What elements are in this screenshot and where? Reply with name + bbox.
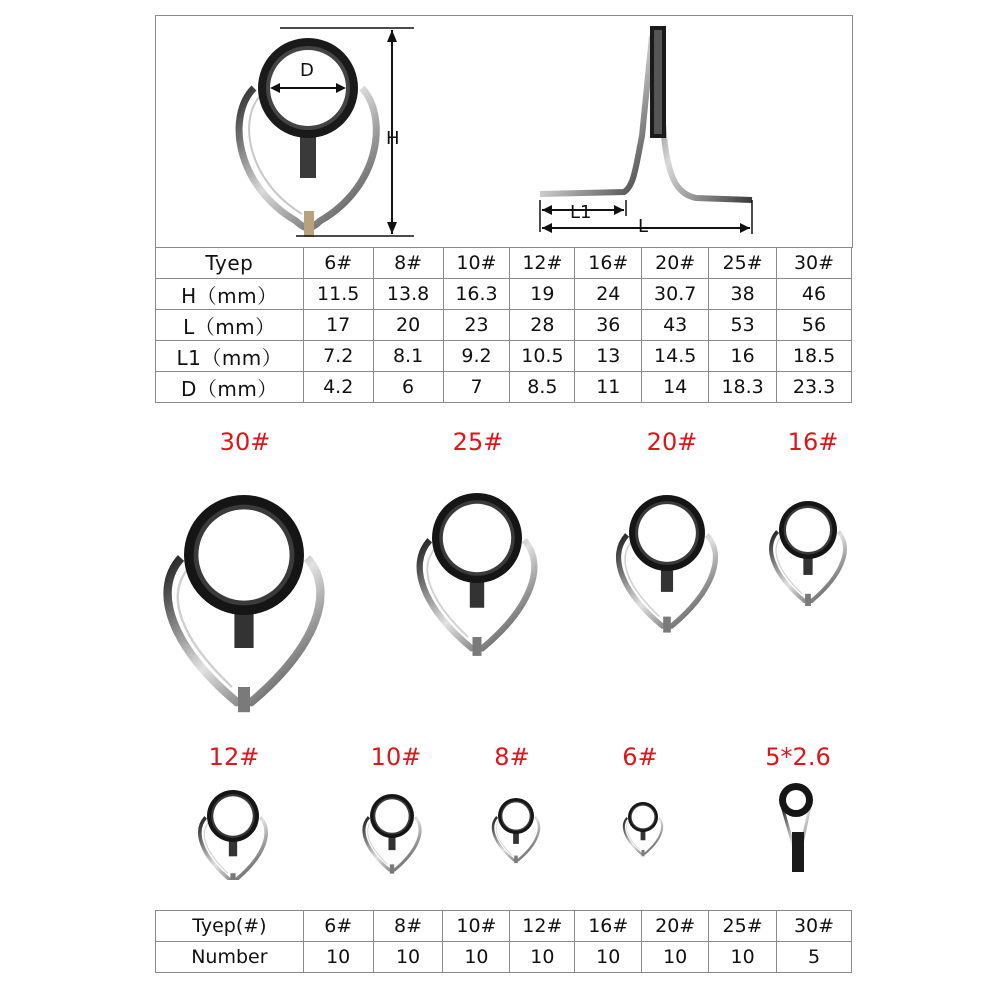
spec-table	[155, 247, 852, 403]
guide-ring-6	[624, 802, 662, 856]
spec-value-cell: 13.8	[373, 279, 443, 310]
count-header-row	[156, 911, 852, 942]
spec-value-cell: 11	[575, 372, 642, 403]
guide-ring-25	[420, 493, 535, 656]
guide-label-8: 8#	[494, 743, 530, 771]
label-d: D	[300, 60, 314, 81]
dimension-diagram	[155, 15, 853, 248]
spec-type-cell: 8#	[373, 248, 443, 279]
spec-header-row	[156, 248, 852, 279]
spec-value-cell: 19	[510, 279, 575, 310]
spec-value-cell: 14	[642, 372, 709, 403]
spec-row-l1	[156, 341, 852, 372]
count-value-cell: 10	[575, 942, 642, 973]
spec-row-l	[156, 310, 852, 341]
spec-row-label: H（mm）	[156, 279, 304, 310]
guide-label-12: 12#	[208, 743, 260, 771]
spec-value-cell: 16	[709, 341, 777, 372]
spec-value-cell: 7.2	[303, 341, 373, 372]
spec-row-label: D（mm）	[156, 372, 304, 403]
spec-value-cell: 7	[443, 372, 510, 403]
count-header-label: Tyep(#)	[156, 911, 304, 942]
count-value-cell: 10	[642, 942, 709, 973]
guide-ring-10	[364, 794, 420, 874]
count-type-cell: 25#	[709, 911, 777, 942]
guide-label-16: 16#	[787, 428, 839, 456]
guide-ring-30	[168, 495, 321, 712]
spec-type-cell: 12#	[510, 248, 575, 279]
guide-label-20: 20#	[646, 428, 698, 456]
count-value-cell: 10	[303, 942, 373, 973]
spec-value-cell: 18.5	[777, 341, 852, 372]
spec-row-d	[156, 372, 852, 403]
spec-value-cell: 17	[303, 310, 373, 341]
guide-tip-top	[779, 783, 813, 872]
count-value-cell: 10	[709, 942, 777, 973]
spec-type-cell: 16#	[575, 248, 642, 279]
spec-value-cell: 43	[642, 310, 709, 341]
spec-type-cell: 6#	[303, 248, 373, 279]
guide-label-10: 10#	[370, 743, 422, 771]
spec-value-cell: 6	[373, 372, 443, 403]
spec-value-cell: 30.7	[642, 279, 709, 310]
guide-dimension-drawing	[156, 16, 852, 248]
spec-value-cell: 24	[575, 279, 642, 310]
spec-value-cell: 23.3	[777, 372, 852, 403]
spec-type-cell: 10#	[443, 248, 510, 279]
spec-value-cell: 13	[575, 341, 642, 372]
side-view-guide	[540, 26, 752, 200]
count-value-cell: 10	[373, 942, 443, 973]
guide-ring-8	[493, 798, 539, 863]
label-l1: L1	[570, 202, 592, 223]
count-value-cell: 10	[510, 942, 575, 973]
spec-value-cell: 56	[777, 310, 852, 341]
guide-rings-illustration	[0, 460, 1001, 880]
count-type-cell: 20#	[642, 911, 709, 942]
count-value-cell: 5	[777, 942, 852, 973]
spec-value-cell: 11.5	[303, 279, 373, 310]
spec-value-cell: 36	[575, 310, 642, 341]
spec-type-cell: 25#	[709, 248, 777, 279]
spec-value-cell: 8.1	[373, 341, 443, 372]
guide-label-5x2-6: 5*2.6	[765, 743, 831, 771]
spec-type-cell: 20#	[642, 248, 709, 279]
label-l: L	[638, 216, 649, 237]
count-number-row	[156, 942, 852, 973]
spec-value-cell: 20	[373, 310, 443, 341]
count-table	[155, 910, 852, 973]
spec-value-cell: 9.2	[443, 341, 510, 372]
guide-label-6: 6#	[622, 743, 658, 771]
spec-value-cell: 14.5	[642, 341, 709, 372]
count-value-cell: 10	[443, 942, 510, 973]
spec-row-label: L（mm）	[156, 310, 304, 341]
spec-value-cell: 16.3	[443, 279, 510, 310]
spec-value-cell: 18.3	[709, 372, 777, 403]
guide-ring-12	[200, 790, 266, 880]
spec-type-cell: 30#	[777, 248, 852, 279]
spec-value-cell: 28	[510, 310, 575, 341]
spec-value-cell: 4.2	[303, 372, 373, 403]
guide-label-30: 30#	[219, 428, 271, 456]
spec-value-cell: 38	[709, 279, 777, 310]
spec-value-cell: 10.5	[510, 341, 575, 372]
count-type-cell: 10#	[443, 911, 510, 942]
guide-label-25: 25#	[452, 428, 504, 456]
spec-header-label: Tyep	[156, 248, 304, 279]
spec-row-label: L1（mm）	[156, 341, 304, 372]
spec-value-cell: 23	[443, 310, 510, 341]
spec-value-cell: 46	[777, 279, 852, 310]
count-type-cell: 6#	[303, 911, 373, 942]
count-type-cell: 16#	[575, 911, 642, 942]
spec-row-h	[156, 279, 852, 310]
spec-value-cell: 8.5	[510, 372, 575, 403]
guide-ring-16	[771, 501, 845, 606]
spec-value-cell: 53	[709, 310, 777, 341]
count-type-cell: 12#	[510, 911, 575, 942]
guide-ring-20	[619, 495, 716, 633]
count-type-cell: 8#	[373, 911, 443, 942]
count-type-cell: 30#	[777, 911, 852, 942]
count-number-label: Number	[156, 942, 304, 973]
label-h: H	[386, 128, 400, 149]
